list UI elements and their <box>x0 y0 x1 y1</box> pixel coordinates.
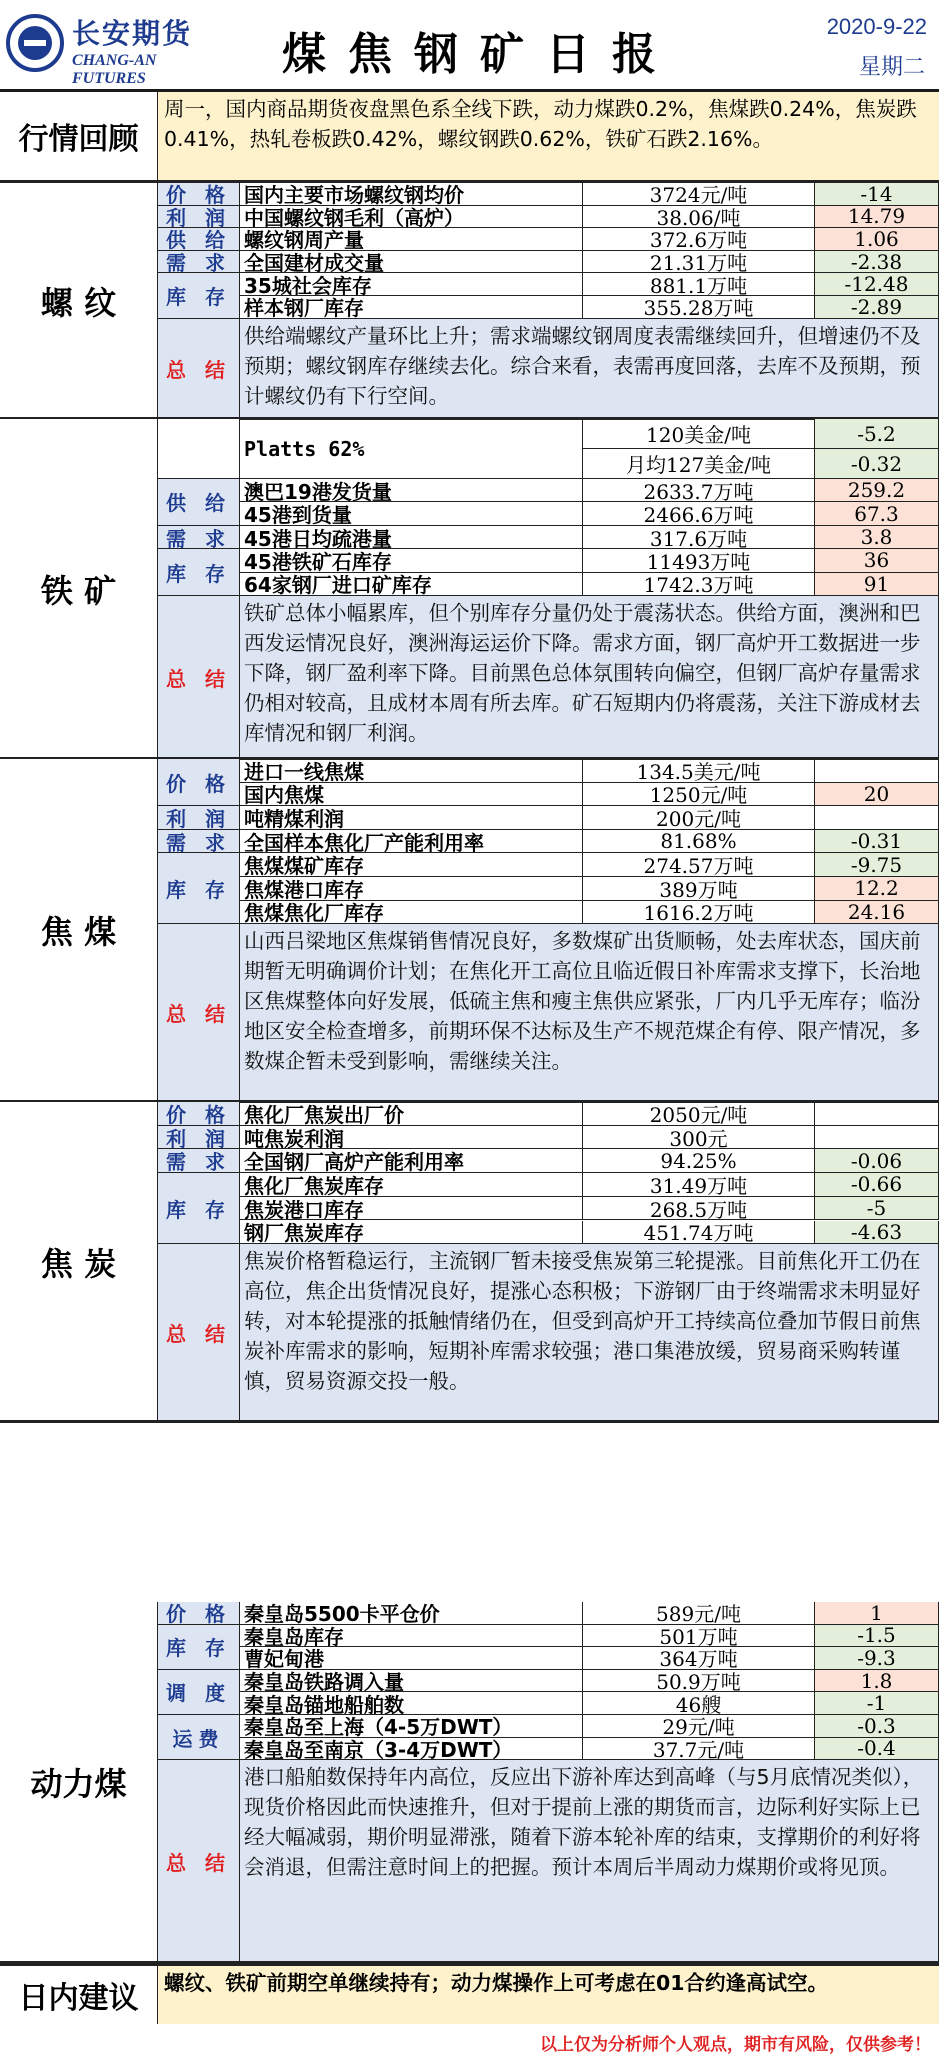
coking_coal-item-4: 焦煤煤矿库存 <box>240 853 583 877</box>
coke-item-5: 钢厂焦炭库存 <box>240 1221 583 1245</box>
market-review-row <box>0 92 939 183</box>
disclaimer: 以上仅为分析师个人观点，期市有风险，仅供参考！ <box>540 2035 931 2055</box>
thermal_coal-value-6: 37.7元/吨 <box>583 1738 815 1761</box>
iron-section-label: 铁 矿 <box>0 419 158 759</box>
coke-value-5: 451.74万吨 <box>583 1221 815 1245</box>
coking_coal-item-2: 吨精煤利润 <box>240 806 583 830</box>
coking_coal-change-5: 12.2 <box>815 877 939 901</box>
coke-change-2: -0.06 <box>815 1149 939 1173</box>
thermal_coal-item-6: 秦皇岛至南京（3-4万DWT） <box>240 1738 583 1761</box>
thermal_coal-tag-3: 调 度 <box>158 1670 240 1715</box>
coking_coal-value-1: 1250元/吨 <box>583 783 815 807</box>
rebar-value-3: 21.31万吨 <box>583 251 815 274</box>
coking_coal-tag-2: 利 润 <box>158 806 240 830</box>
platts-item: Platts 62% <box>240 419 583 479</box>
thermal_coal-item-3: 秦皇岛铁路调入量 <box>240 1670 583 1693</box>
thermal_coal-summary-tag: 总 结 <box>158 1760 240 1963</box>
advice-label: 日内建议 <box>0 1966 158 2024</box>
coke-section-divider <box>0 1420 939 1423</box>
iron-change-2: 3.8 <box>815 526 939 549</box>
report-header <box>0 0 939 92</box>
thermal_coal-change-0: 1 <box>815 1602 939 1625</box>
iron-tag-3: 库 存 <box>158 549 240 596</box>
rebar-item-0: 国内主要市场螺纹钢均价 <box>240 183 583 206</box>
rebar-value-0: 3724元/吨 <box>583 183 815 206</box>
platts-value-spot: 120美金/吨 <box>583 419 815 449</box>
iron-value-1: 2466.6万吨 <box>583 502 815 525</box>
rebar-value-5: 355.28万吨 <box>583 296 815 319</box>
coking_coal-item-1: 国内焦煤 <box>240 783 583 807</box>
coking_coal-section-label: 焦 煤 <box>0 759 158 1102</box>
iron-value-3: 11493万吨 <box>583 549 815 572</box>
rebar-tag-2: 供 给 <box>158 228 240 251</box>
rebar-tag-3: 需 求 <box>158 251 240 274</box>
coking_coal-change-1: 20 <box>815 783 939 807</box>
logo-en-text: CHANG-AN FUTURES <box>72 52 157 87</box>
iron-value-2: 317.6万吨 <box>583 526 815 549</box>
coking_coal-item-0: 进口一线焦煤 <box>240 759 583 783</box>
coking_coal-value-2: 200元/吨 <box>583 806 815 830</box>
coke-change-5: -4.63 <box>815 1221 939 1245</box>
coke-value-4: 268.5万吨 <box>583 1197 815 1221</box>
iron-summary-text: 铁矿总体小幅累库，但个别库存分量仍处于震荡状态。供给方面，澳洲和巴西发运情况良好，澳洲海运运价下降。需求方面，钢厂高炉开工数据进一步下降，钢厂盈利率下降。目前黑色总体氛围转向偏空，但钢厂高炉存量需求仍相对较高，且成材本周有所去库。矿石短期内仍将震荡，关注下游成材去库情况和钢厂利润。 <box>240 596 939 759</box>
report-weekday: 星期二 <box>858 55 925 80</box>
coking_coal-value-4: 274.57万吨 <box>583 853 815 877</box>
report-date: 2020-9-22 <box>826 14 927 39</box>
coke-tag-3: 库 存 <box>158 1173 240 1244</box>
coking_coal-change-2 <box>815 806 939 830</box>
iron-value-4: 1742.3万吨 <box>583 573 815 596</box>
section-iron-ore <box>0 419 939 759</box>
iron-item-1: 45港到货量 <box>240 502 583 525</box>
rebar-item-1: 中国螺纹钢毛利（高炉） <box>240 206 583 229</box>
thermal_coal-item-0: 秦皇岛5500卡平仓价 <box>240 1602 583 1625</box>
iron-change-0: 259.2 <box>815 479 939 502</box>
coking_coal-change-6: 24.16 <box>815 901 939 925</box>
rebar-change-3: -2.38 <box>815 251 939 274</box>
coking_coal-value-6: 1616.2万吨 <box>583 901 815 925</box>
logo-cn-text: 长安期货 <box>72 17 193 50</box>
rebar-item-3: 全国建材成交量 <box>240 251 583 274</box>
iron-item-0: 澳巴19港发货量 <box>240 479 583 502</box>
advice-text: 螺纹、铁矿前期空单继续持有；动力煤操作上可考虑在01合约逢高试空。 <box>158 1966 939 2024</box>
coke-tag-2: 需 求 <box>158 1149 240 1173</box>
coke-value-1: 300元 <box>583 1126 815 1150</box>
coke-summary-tag: 总 结 <box>158 1244 240 1422</box>
coking_coal-tag-3: 需 求 <box>158 830 240 854</box>
coking_coal-value-3: 81.68% <box>583 830 815 854</box>
coking_coal-change-4: -9.75 <box>815 853 939 877</box>
iron-summary-tag: 总 结 <box>158 596 240 759</box>
thermal_coal-value-0: 589元/吨 <box>583 1602 815 1625</box>
thermal_coal-tag-5: 运费 <box>158 1715 240 1760</box>
thermal_coal-section-label: 动力煤 <box>0 1602 158 1963</box>
platts-tag-blank <box>158 419 240 479</box>
rebar-summary-tag: 总 结 <box>158 319 240 419</box>
iron-item-3: 45港铁矿石库存 <box>240 549 583 572</box>
rebar-tag-4: 库 存 <box>158 273 240 318</box>
rebar-change-5: -2.89 <box>815 296 939 319</box>
iron-item-2: 45港日均疏港量 <box>240 526 583 549</box>
coking_coal-change-3: -0.31 <box>815 830 939 854</box>
iron-tag-0: 供 给 <box>158 479 240 526</box>
thermal_coal-value-4: 46艘 <box>583 1692 815 1715</box>
coke-item-4: 焦炭港口库存 <box>240 1197 583 1221</box>
coking_coal-tag-4: 库 存 <box>158 853 240 924</box>
iron-tag-2: 需 求 <box>158 526 240 549</box>
thermal_coal-change-5: -0.3 <box>815 1715 939 1738</box>
coke-change-1 <box>815 1126 939 1150</box>
thermal_coal-item-2: 曹妃甸港 <box>240 1647 583 1670</box>
rebar-item-2: 螺纹钢周产量 <box>240 228 583 251</box>
platts-value-monthly: 月均127美金/吨 <box>583 449 815 479</box>
coking_coal-item-3: 全国样本焦化厂产能利用率 <box>240 830 583 854</box>
coke-change-3: -0.66 <box>815 1173 939 1197</box>
market-review-text: 周一，国内商品期货夜盘黑色系全线下跌，动力煤跌0.2%，焦煤跌0.24%，焦炭跌0.41%，热轧卷板跌0.42%，螺纹钢跌0.62%，铁矿石跌2.16%。 <box>158 92 939 180</box>
advice-row <box>0 1963 939 2023</box>
rebar-change-0: -14 <box>815 183 939 206</box>
iron-change-3: 36 <box>815 549 939 572</box>
rebar-item-4: 35城社会库存 <box>240 273 583 296</box>
thermal_coal-value-5: 29元/吨 <box>583 1715 815 1738</box>
coke-tag-1: 利 润 <box>158 1126 240 1150</box>
coking_coal-value-0: 134.5美元/吨 <box>583 759 815 783</box>
coke-change-4: -5 <box>815 1197 939 1221</box>
thermal_coal-summary-text: 港口船舶数保持年内高位，反应出下游补库达到高峰（与5月底情况类似），现货价格因此而快速推升，但对于提前上涨的期货而言，边际利好实际上已经大幅减弱，期价明显滞涨，随着下游本轮补库的结束，支撑期价的利好将会消退，但需注意时间上的把握。预计本周后半周动力煤期价或将见顶。 <box>240 1760 939 1963</box>
coking_coal-tag-0: 价 格 <box>158 759 240 806</box>
thermal_coal-change-1: -1.5 <box>815 1625 939 1648</box>
platts-change-monthly: -0.32 <box>815 449 939 479</box>
section-rebar <box>0 183 939 419</box>
thermal_coal-tag-0: 价 格 <box>158 1602 240 1625</box>
thermal_coal-change-4: -1 <box>815 1692 939 1715</box>
logo-emblem-icon <box>6 14 64 72</box>
section-coking-coal <box>0 759 939 1102</box>
platts-change-spot: -5.2 <box>815 419 939 449</box>
thermal_coal-change-2: -9.3 <box>815 1647 939 1670</box>
rebar-change-4: -12.48 <box>815 273 939 296</box>
coke-change-0 <box>815 1102 939 1126</box>
section-coke <box>0 1102 939 1422</box>
rebar-value-1: 38.06/吨 <box>583 206 815 229</box>
thermal_coal-change-3: 1.8 <box>815 1670 939 1693</box>
coke-value-3: 31.49万吨 <box>583 1173 815 1197</box>
rebar-tag-0: 价 格 <box>158 183 240 206</box>
company-logo <box>6 10 206 87</box>
coke-item-2: 全国钢厂高炉产能利用率 <box>240 1149 583 1173</box>
section-thermal-coal <box>0 1602 939 1963</box>
thermal_coal-tag-1: 库 存 <box>158 1625 240 1670</box>
rebar-item-5: 样本钢厂库存 <box>240 296 583 319</box>
rebar-change-1: 14.79 <box>815 206 939 229</box>
rebar-change-2: 1.06 <box>815 228 939 251</box>
rebar-value-2: 372.6万吨 <box>583 228 815 251</box>
thermal_coal-value-3: 50.9万吨 <box>583 1670 815 1693</box>
rebar-section-label: 螺 纹 <box>0 183 158 419</box>
thermal_coal-value-2: 364万吨 <box>583 1647 815 1670</box>
coke-tag-0: 价 格 <box>158 1102 240 1126</box>
coking_coal-item-5: 焦煤港口库存 <box>240 877 583 901</box>
coke-summary-text: 焦炭价格暂稳运行，主流钢厂暂未接受焦炭第三轮提涨。目前焦化开工仍在高位，焦企出货情况良好，提涨心态积极；下游钢厂由于终端需求未明显好转，对本轮提涨的抵触情绪仍在，但受到高炉开工持续高位叠加节假日前焦炭补库需求的影响，短期补库需求较强；港口集港放缓，贸易商采购转谨慎，贸易资源交投一般。 <box>240 1244 939 1422</box>
thermal_coal-item-5: 秦皇岛至上海（4-5万DWT） <box>240 1715 583 1738</box>
coke-value-2: 94.25% <box>583 1149 815 1173</box>
iron-change-4: 91 <box>815 573 939 596</box>
coking_coal-value-5: 389万吨 <box>583 877 815 901</box>
coke-section-label: 焦 炭 <box>0 1102 158 1422</box>
coke-item-0: 焦化厂焦炭出厂价 <box>240 1102 583 1126</box>
thermal_coal-item-1: 秦皇岛库存 <box>240 1625 583 1648</box>
page-title: 煤焦钢矿日报 <box>282 29 678 80</box>
coke-value-0: 2050元/吨 <box>583 1102 815 1126</box>
rebar-value-4: 881.1万吨 <box>583 273 815 296</box>
thermal_coal-change-6: -0.4 <box>815 1738 939 1761</box>
coking_coal-summary-tag: 总 结 <box>158 924 240 1102</box>
thermal_coal-value-1: 501万吨 <box>583 1625 815 1648</box>
coking_coal-summary-text: 山西吕梁地区焦煤销售情况良好，多数煤矿出货顺畅，处去库状态，国庆前期暂无明确调价计划；在焦化开工高位且临近假日补库需求支撑下，长治地区焦煤整体向好发展，低硫主焦和瘦主焦供应紧张，厂内几乎无库存；临汾地区安全检查增多，前期环保不达标及生产不规范煤企有停、限产情况，多数煤企暂未受到影响，需继续关注。 <box>240 924 939 1102</box>
coking_coal-change-0 <box>815 759 939 783</box>
rebar-tag-1: 利 润 <box>158 206 240 229</box>
rebar-summary-text: 供给端螺纹产量环比上升；需求端螺纹钢周度表需继续回升，但增速仍不及预期；螺纹钢库存继续去化。综合来看，表需再度回落，去库不及预期，预计螺纹仍有下行空间。 <box>240 319 939 419</box>
coke-item-3: 焦化厂焦炭库存 <box>240 1173 583 1197</box>
iron-value-0: 2633.7万吨 <box>583 479 815 502</box>
iron-item-4: 64家钢厂进口矿库存 <box>240 573 583 596</box>
coke-item-1: 吨焦炭利润 <box>240 1126 583 1150</box>
thermal_coal-item-4: 秦皇岛锚地船舶数 <box>240 1692 583 1715</box>
market-review-label: 行情回顾 <box>0 92 158 180</box>
iron-change-1: 67.3 <box>815 502 939 525</box>
coking_coal-item-6: 焦煤焦化厂库存 <box>240 901 583 925</box>
